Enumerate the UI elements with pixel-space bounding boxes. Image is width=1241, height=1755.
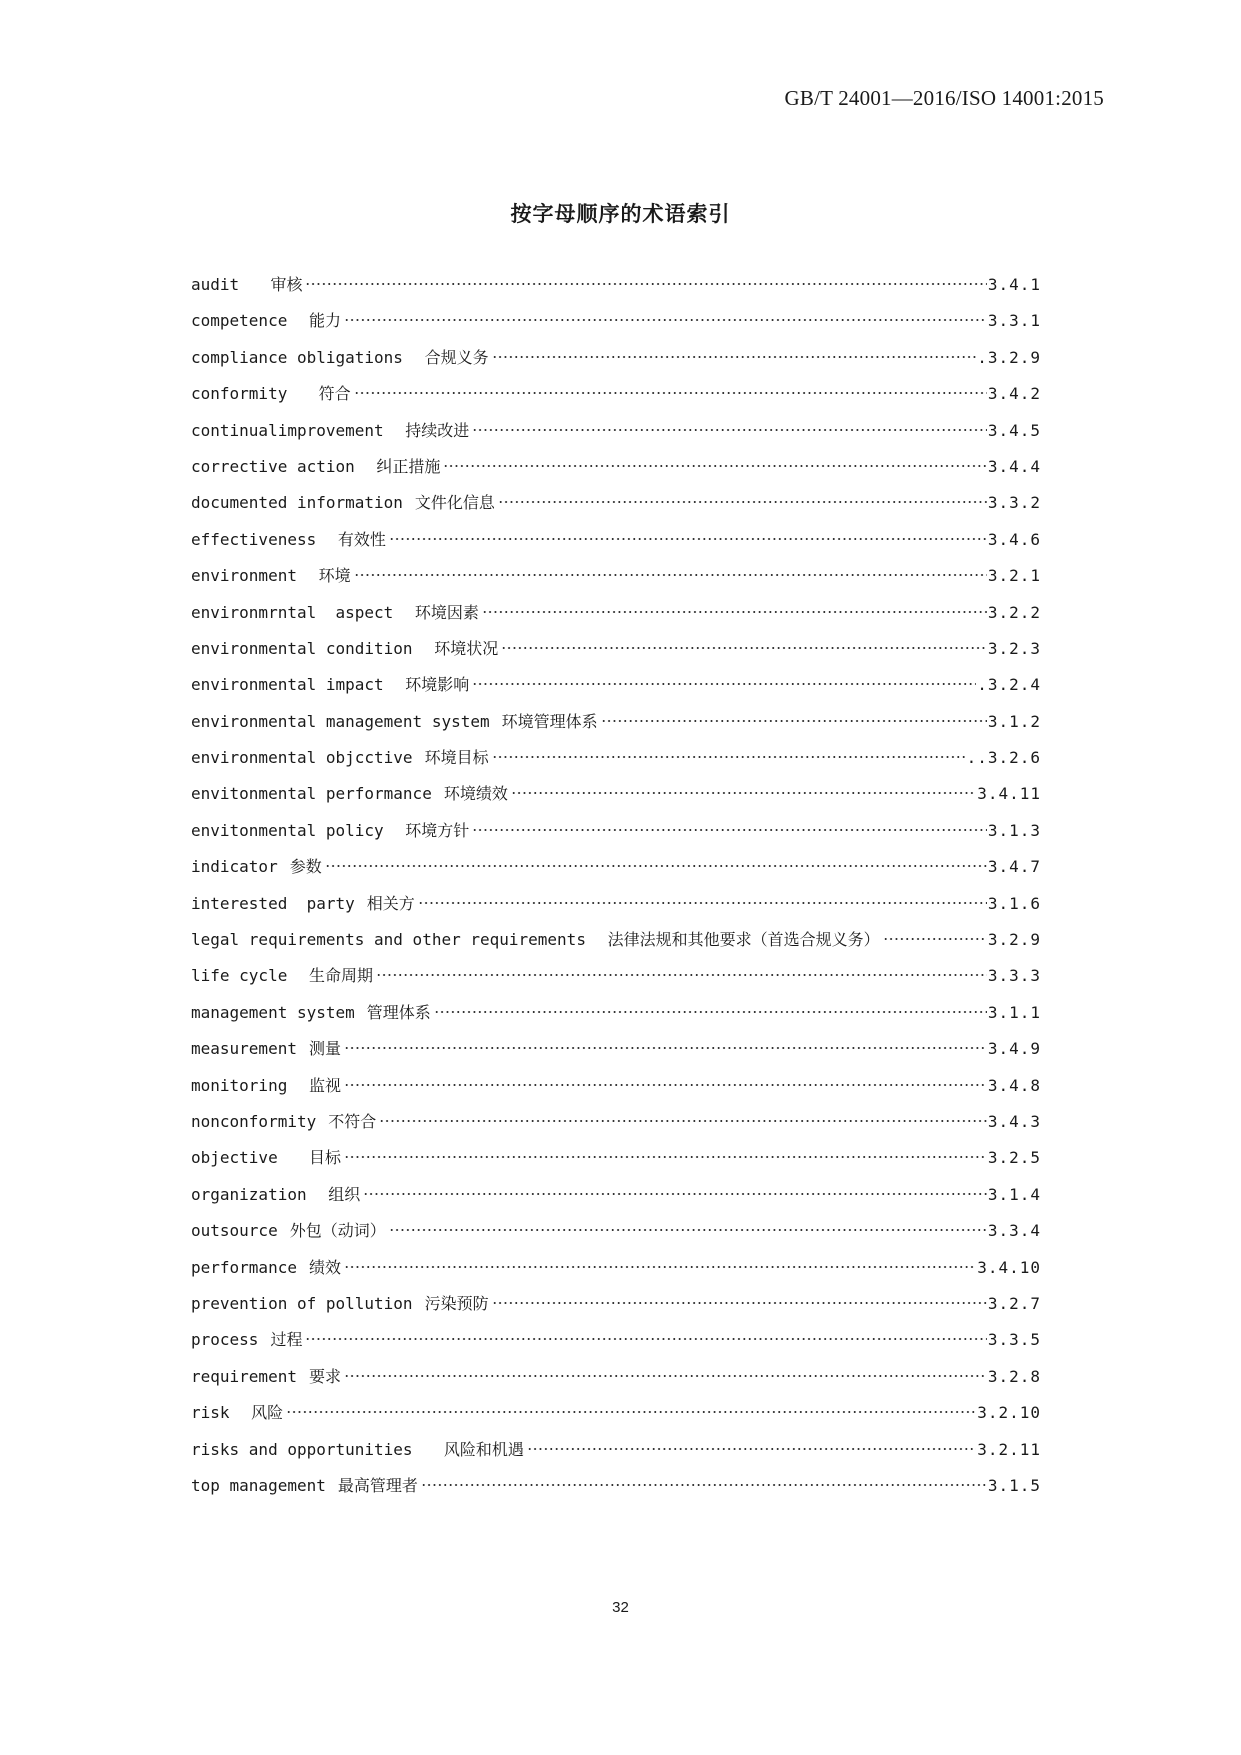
term-english: nonconformity: [191, 1111, 317, 1131]
dot-leader: [501, 646, 987, 650]
term-english: conformity: [191, 384, 307, 404]
dot-leader: [511, 791, 976, 795]
term-english: risk: [191, 1403, 240, 1423]
dot-leader: [354, 573, 987, 577]
term-chinese: 环境方针: [405, 820, 470, 840]
standard-code-header: GB/T 24001—2016/ISO 14001:2015: [784, 86, 1104, 110]
clause-number: 3.3.5: [987, 1330, 1041, 1350]
term-english: indicator: [191, 857, 278, 877]
dot-leader: [883, 937, 987, 941]
term-english: environmental impact: [191, 675, 394, 695]
dot-leader: [482, 610, 987, 614]
index-entry: [191, 854, 1041, 890]
dot-leader: [344, 318, 987, 322]
clause-number: 3.3.1: [987, 311, 1041, 331]
index-entry: [191, 818, 1041, 854]
term-chinese: 污染预防: [424, 1293, 489, 1313]
term-english: competence: [191, 311, 297, 331]
index-entry: [191, 672, 1041, 708]
term-chinese: 环境: [318, 566, 351, 586]
dot-leader: [325, 864, 987, 868]
index-entry: [191, 1400, 1041, 1436]
dot-leader: [472, 682, 976, 686]
dot-leader: [443, 464, 986, 468]
term-chinese: 不符合: [328, 1111, 377, 1131]
term-english: life cycle: [191, 966, 297, 986]
page-title: 按字母顺序的术语索引: [510, 202, 731, 226]
term-chinese: 要求: [308, 1366, 341, 1386]
dot-leader: [492, 355, 977, 359]
term-english: objective: [191, 1148, 297, 1168]
index-entry: [191, 1473, 1041, 1509]
clause-number: 3.1.2: [987, 711, 1041, 731]
term-chinese: 风险: [251, 1403, 284, 1423]
dot-leader: [363, 1192, 987, 1196]
dot-leader: [498, 500, 987, 504]
dot-leader: [344, 1083, 987, 1087]
term-english: environmental management system: [191, 711, 490, 731]
term-chinese: 持续改进: [405, 420, 470, 440]
clause-number: 3.1.5: [987, 1475, 1041, 1495]
clause-number: 3.2.10: [977, 1403, 1041, 1423]
index-entry: [191, 527, 1041, 563]
index-entry: [191, 781, 1041, 817]
clause-number: 3.2.1: [987, 566, 1041, 586]
clause-number: 3.4.1: [987, 275, 1041, 294]
clause-number: 3.1.6: [987, 893, 1041, 913]
term-english: corrective action: [191, 456, 365, 476]
index-entry: [191, 1109, 1041, 1145]
term-english: monitoring: [191, 1075, 297, 1095]
term-english: performance: [191, 1257, 297, 1277]
index-entry: [191, 927, 1041, 963]
index-entry: [191, 490, 1041, 526]
dot-leader: [472, 828, 987, 832]
index-entry: [191, 272, 1041, 308]
term-chinese: 相关方: [366, 893, 415, 913]
dot-leader: [389, 1228, 987, 1232]
term-chinese: 监视: [308, 1075, 341, 1095]
clause-number: 3.2.5: [987, 1148, 1041, 1168]
dot-leader: [354, 391, 987, 395]
index-entry: [191, 1036, 1041, 1072]
dot-leader: [344, 1046, 987, 1050]
index-entry: [191, 1327, 1041, 1363]
dot-leader: [286, 1410, 976, 1414]
clause-number: 3.4.9: [987, 1039, 1041, 1059]
dot-leader: [527, 1447, 976, 1451]
term-english: top management: [191, 1475, 326, 1495]
clause-number: 3.1.3: [987, 820, 1041, 840]
index-entry: [191, 345, 1041, 381]
index-entry: [191, 1437, 1041, 1473]
term-chinese: 合规义务: [424, 347, 489, 367]
index-entry: [191, 1182, 1041, 1218]
term-english: outsource: [191, 1221, 278, 1241]
clause-number: ..3.2.6: [966, 748, 1041, 768]
clause-number: 3.2.8: [987, 1366, 1041, 1386]
term-english: documented information: [191, 493, 403, 513]
clause-number: 3.4.2: [987, 384, 1041, 404]
term-english: prevention of pollution: [191, 1293, 413, 1313]
term-chinese: 环境影响: [405, 675, 470, 695]
clause-number: 3.4.3: [987, 1111, 1041, 1131]
term-english: management system: [191, 1002, 355, 1022]
term-chinese: 目标: [308, 1148, 341, 1168]
index-entry: [191, 1218, 1041, 1254]
term-chinese: 环境绩效: [443, 784, 508, 804]
term-english: envitonmental policy: [191, 820, 394, 840]
dot-leader: [305, 282, 986, 286]
term-chinese: 最高管理者: [337, 1475, 418, 1495]
dot-leader: [421, 1483, 987, 1487]
term-chinese: 审核: [270, 275, 303, 294]
index-entry: [191, 1364, 1041, 1400]
index-entry: [191, 1145, 1041, 1181]
term-english: environmental condition: [191, 638, 423, 658]
term-english: interested party: [191, 893, 355, 913]
term-chinese: 法律法规和其他要求（首选合规义务）: [607, 930, 880, 950]
term-english: effectiveness: [191, 529, 326, 549]
index-entry: [191, 600, 1041, 636]
term-chinese: 过程: [270, 1330, 303, 1350]
term-english: audit: [191, 275, 259, 294]
clause-number: 3.2.7: [987, 1293, 1041, 1313]
index-entry: [191, 418, 1041, 454]
index-entry: [191, 891, 1041, 927]
index-entry: [191, 563, 1041, 599]
term-chinese: 环境管理体系: [501, 711, 598, 731]
clause-number: 3.4.6: [987, 529, 1041, 549]
term-chinese: 生命周期: [308, 966, 373, 986]
index-entry: [191, 636, 1041, 672]
term-index-list: [191, 272, 1041, 1509]
dot-leader: [492, 755, 966, 759]
clause-number: 3.2.2: [987, 602, 1041, 622]
term-chinese: 环境因素: [414, 602, 479, 622]
clause-number: 3.2.9: [987, 930, 1041, 950]
page-number: 32: [612, 1599, 629, 1616]
dot-leader: [418, 901, 987, 905]
clause-number: .3.2.4: [977, 675, 1041, 695]
index-entry: [191, 381, 1041, 417]
term-english: risks and opportunities: [191, 1439, 432, 1459]
term-english: legal requirements and other requirements: [191, 930, 596, 950]
term-chinese: 测量: [308, 1039, 341, 1059]
clause-number: 3.4.5: [987, 420, 1041, 440]
clause-number: 3.2.3: [987, 638, 1041, 658]
clause-number: 3.3.4: [987, 1221, 1041, 1241]
index-entry: [191, 454, 1041, 490]
term-chinese: 管理体系: [366, 1002, 431, 1022]
clause-number: 3.4.10: [977, 1257, 1041, 1277]
term-english: environment: [191, 566, 307, 586]
term-chinese: 环境状况: [434, 638, 499, 658]
clause-number: 3.3.3: [987, 966, 1041, 986]
dot-leader: [389, 537, 987, 541]
term-english: compliance obligations: [191, 347, 413, 367]
dot-leader: [344, 1155, 987, 1159]
clause-number: 3.4.8: [987, 1075, 1041, 1095]
dot-leader: [434, 1010, 987, 1014]
dot-leader: [344, 1265, 976, 1269]
term-chinese: 组织: [328, 1184, 361, 1204]
clause-number: 3.1.4: [987, 1184, 1041, 1204]
term-chinese: 文件化信息: [414, 493, 495, 513]
term-chinese: 风险和机遇: [443, 1439, 524, 1459]
dot-leader: [472, 428, 987, 432]
index-entry: [191, 709, 1041, 745]
index-entry: [191, 308, 1041, 344]
term-english: requirement: [191, 1366, 297, 1386]
term-english: continualimprovement: [191, 420, 394, 440]
dot-leader: [344, 1374, 987, 1378]
clause-number: 3.3.2: [987, 493, 1041, 513]
clause-number: .3.2.9: [977, 347, 1041, 367]
index-entry: [191, 963, 1041, 999]
dot-leader: [305, 1337, 986, 1341]
term-chinese: 外包（动词）: [289, 1221, 386, 1241]
clause-number: 3.4.4: [987, 456, 1041, 476]
clause-number: 3.1.1: [987, 1002, 1041, 1022]
term-english: environmental objcctive: [191, 748, 413, 768]
index-entry: [191, 1073, 1041, 1109]
term-chinese: 符合: [318, 384, 351, 404]
term-english: organization: [191, 1184, 317, 1204]
index-entry: [191, 745, 1041, 781]
index-entry: [191, 1255, 1041, 1291]
term-english: measurement: [191, 1039, 297, 1059]
clause-number: 3.4.7: [987, 857, 1041, 877]
dot-leader: [379, 1119, 987, 1123]
term-chinese: 绩效: [308, 1257, 341, 1277]
dot-leader: [492, 1301, 987, 1305]
term-chinese: 参数: [289, 857, 322, 877]
term-chinese: 有效性: [337, 529, 386, 549]
dot-leader: [376, 973, 987, 977]
index-entry: [191, 1291, 1041, 1327]
term-chinese: 环境目标: [424, 748, 489, 768]
term-chinese: 能力: [308, 311, 341, 331]
clause-number: 3.2.11: [977, 1439, 1041, 1459]
term-english: environmrntal aspect: [191, 602, 403, 622]
dot-leader: [601, 719, 987, 723]
term-english: process: [191, 1330, 259, 1350]
index-entry: [191, 1000, 1041, 1036]
term-chinese: 纠正措施: [376, 456, 441, 476]
term-english: envitonmental performance: [191, 784, 432, 804]
clause-number: 3.4.11: [977, 784, 1041, 804]
